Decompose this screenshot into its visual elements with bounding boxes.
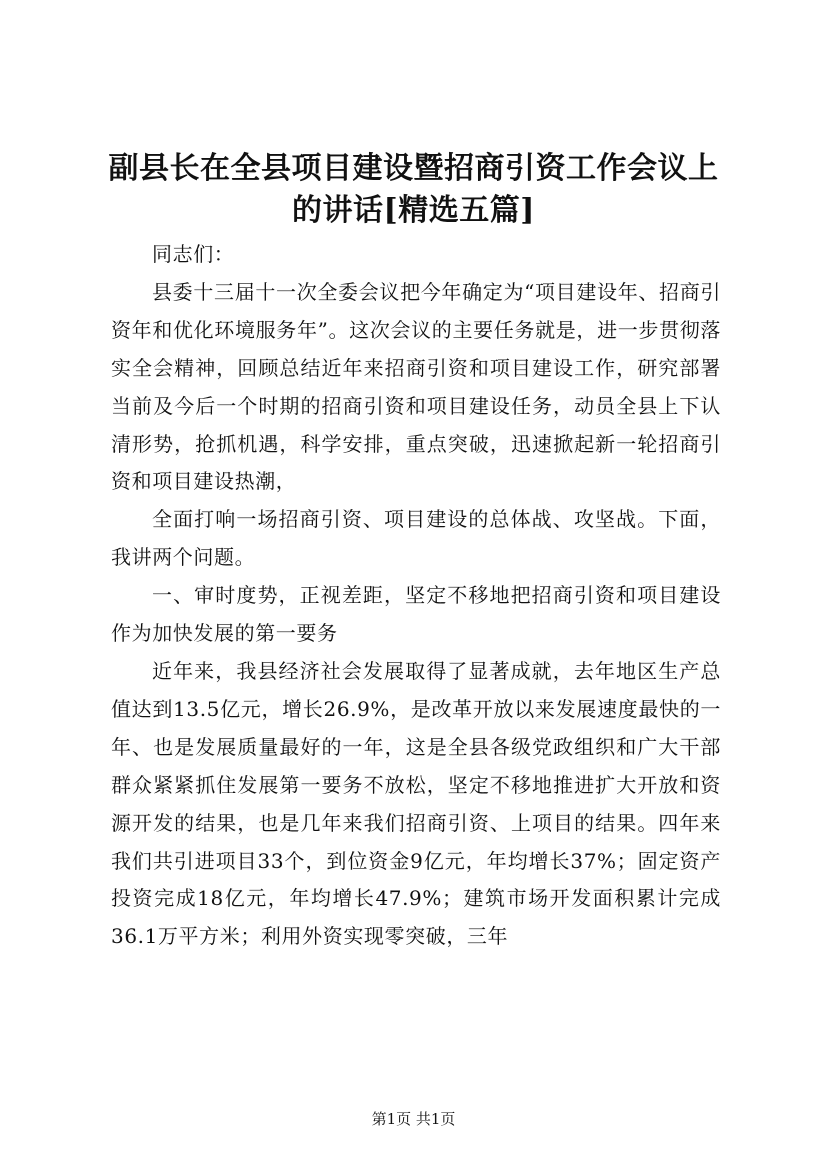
paragraph-greeting: 同志们： xyxy=(152,242,235,266)
page-footer: 第1页 共1页 xyxy=(371,1110,456,1128)
paragraph-outline: 全面打响一场招商引资、项目建设的总体战、攻坚战。下面，我讲两个问题。 xyxy=(111,507,721,570)
paragraph-intro: 县委十三届十一次全委会议把今年确定为“项目建设年、招商引资年和优化环境服务年”。这次会议的主要任务就是，进一步贯彻落实全会精神，回顾总结近年来招商引资和项目建设工作，研究部署当前及今后一个时期的招商引资和项目建设任务，动员全县上下认清形势，抢抓机遇，科学安排，重点突破，迅速掀起新一轮招商引资和项目建设热潮， xyxy=(111,279,721,494)
document-body xyxy=(111,236,721,956)
section-heading-1: 一、审时度势，正视差距，坚定不移地把招商引资和项目建设作为加快发展的第一要务 xyxy=(111,583,721,646)
document-title: 副县长在全县项目建设暨招商引资工作会议上的讲话[精选五篇] xyxy=(108,151,719,228)
paragraph-achievements: 近年来，我县经济社会发展取得了显著成就，去年地区生产总值达到13.5亿元，增长26.9%，是改革开放以来发展速度最快的一年、也是发展质量最好的一年，这是全县各级党政组织和广大干部群众紧紧抓住发展第一要务不放松，坚定不移地推进扩大开放和资源开发的结果，也是几年来我们招商引资、上项目的结果。四年来我们共引进项目33个，到位资金9亿元，年均增长37%；固定资产投资完成18亿元，年均增长47.9%；建筑市场开发面积累计完成36.1万平方米；利用外资实现零突破，三年 xyxy=(111,658,721,949)
